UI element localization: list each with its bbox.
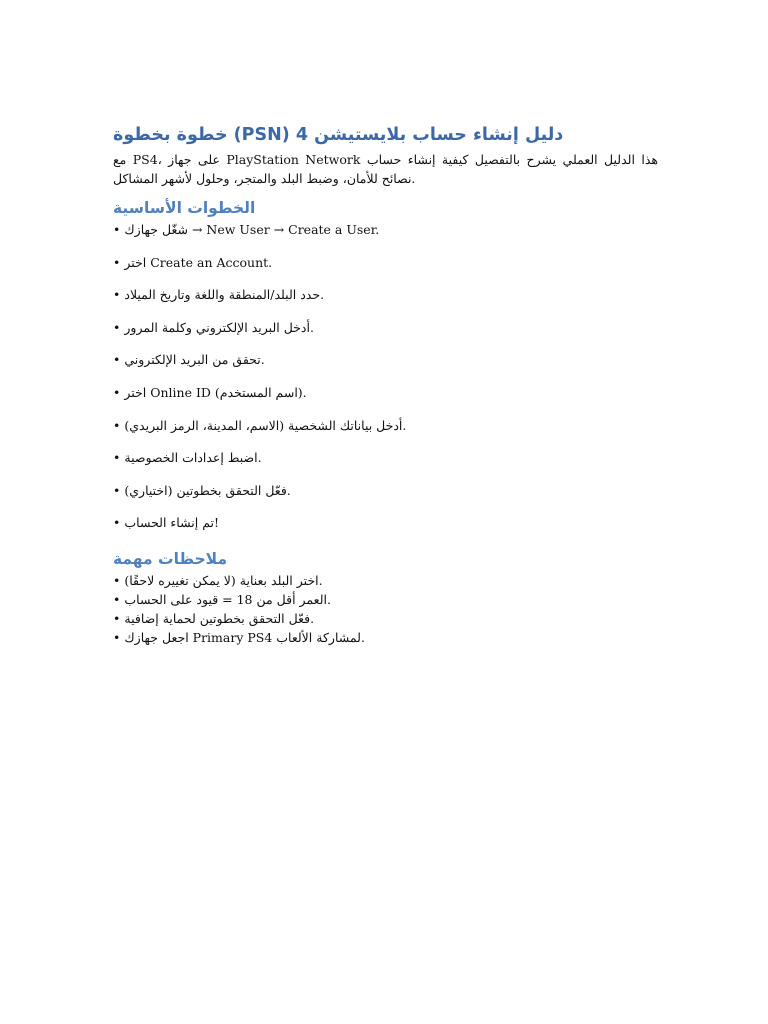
steps-list: [113, 220, 658, 533]
note-item: [113, 628, 658, 647]
bullet: •: [113, 573, 121, 589]
step-item: [113, 253, 658, 273]
bullet: •: [113, 222, 121, 237]
step-item: [113, 220, 658, 240]
steps-heading: الخطوات الأساسية: [113, 199, 256, 217]
note-text: اجعل جهازك Primary PS4 لمشاركة الألعاب.: [124, 630, 365, 646]
step-text: تم إنشاء الحساب!: [124, 515, 220, 531]
bullet: •: [113, 450, 121, 466]
step-text: اضبط إعدادات الخصوصية.: [124, 450, 262, 466]
step-text: فعّل التحقق بخطوتين (اختياري).: [124, 482, 291, 498]
bullet: •: [113, 515, 121, 531]
intro-line-1: مع PS4، على جهاز PlayStation Network هذا الدليل العملي يشرح بالتفصيل كيفية إنشاء حساب: [113, 152, 658, 167]
note-text: فعّل التحقق بخطوتين لحماية إضافية.: [124, 611, 315, 627]
bullet: •: [113, 611, 121, 627]
step-item: [113, 448, 658, 468]
note-item: [113, 571, 658, 590]
step-item: [113, 318, 658, 338]
bullet: •: [113, 630, 121, 646]
step-item: [113, 383, 658, 403]
notes-list: [113, 571, 658, 647]
bullet: •: [113, 352, 121, 368]
bullet: •: [113, 592, 121, 608]
note-text: العمر أقل من 18 = قيود على الحساب.: [124, 592, 331, 608]
step-item: [113, 481, 658, 501]
step-text: تحقق من البريد الإلكتروني.: [124, 352, 265, 368]
intro-line-2: نصائح للأمان، وضبط البلد والمتجر، وحلول لأشهر المشاكل.: [113, 171, 416, 186]
bullet: •: [113, 384, 121, 400]
step-item: [113, 416, 658, 436]
note-item: [113, 609, 658, 628]
step-item: [113, 350, 658, 370]
step-text: حدد البلد/المنطقة واللغة وتاريخ الميلاد.: [124, 287, 325, 303]
notes-heading: ملاحظات مهمة: [113, 550, 228, 569]
step-text: أدخل بياناتك الشخصية (الاسم، المدينة، الرمز البريدي).: [124, 417, 407, 433]
bullet: •: [113, 254, 121, 270]
step-item: [113, 285, 658, 305]
step-item: [113, 513, 658, 533]
bullet: •: [113, 319, 121, 335]
step-text: اختر Online ID (اسم المستخدم).: [124, 384, 307, 400]
intro-paragraph: [113, 150, 658, 188]
step-text: أدخل البريد الإلكتروني وكلمة المرور.: [124, 319, 314, 335]
step-text: اختر Create an Account.: [124, 254, 273, 270]
bullet: •: [113, 482, 121, 498]
step-text: شغّل جهازك → New User → Create a User.: [124, 222, 380, 237]
note-text: اختر البلد بعناية (لا يمكن تغييره لاحقًا).: [124, 573, 323, 589]
note-item: [113, 590, 658, 609]
bullet: •: [113, 287, 121, 303]
document-title: خطوة بخطوة (PSN) دليل إنشاء حساب بلايستيشن 4: [113, 125, 564, 145]
bullet: •: [113, 417, 121, 433]
document-page: [113, 122, 658, 647]
